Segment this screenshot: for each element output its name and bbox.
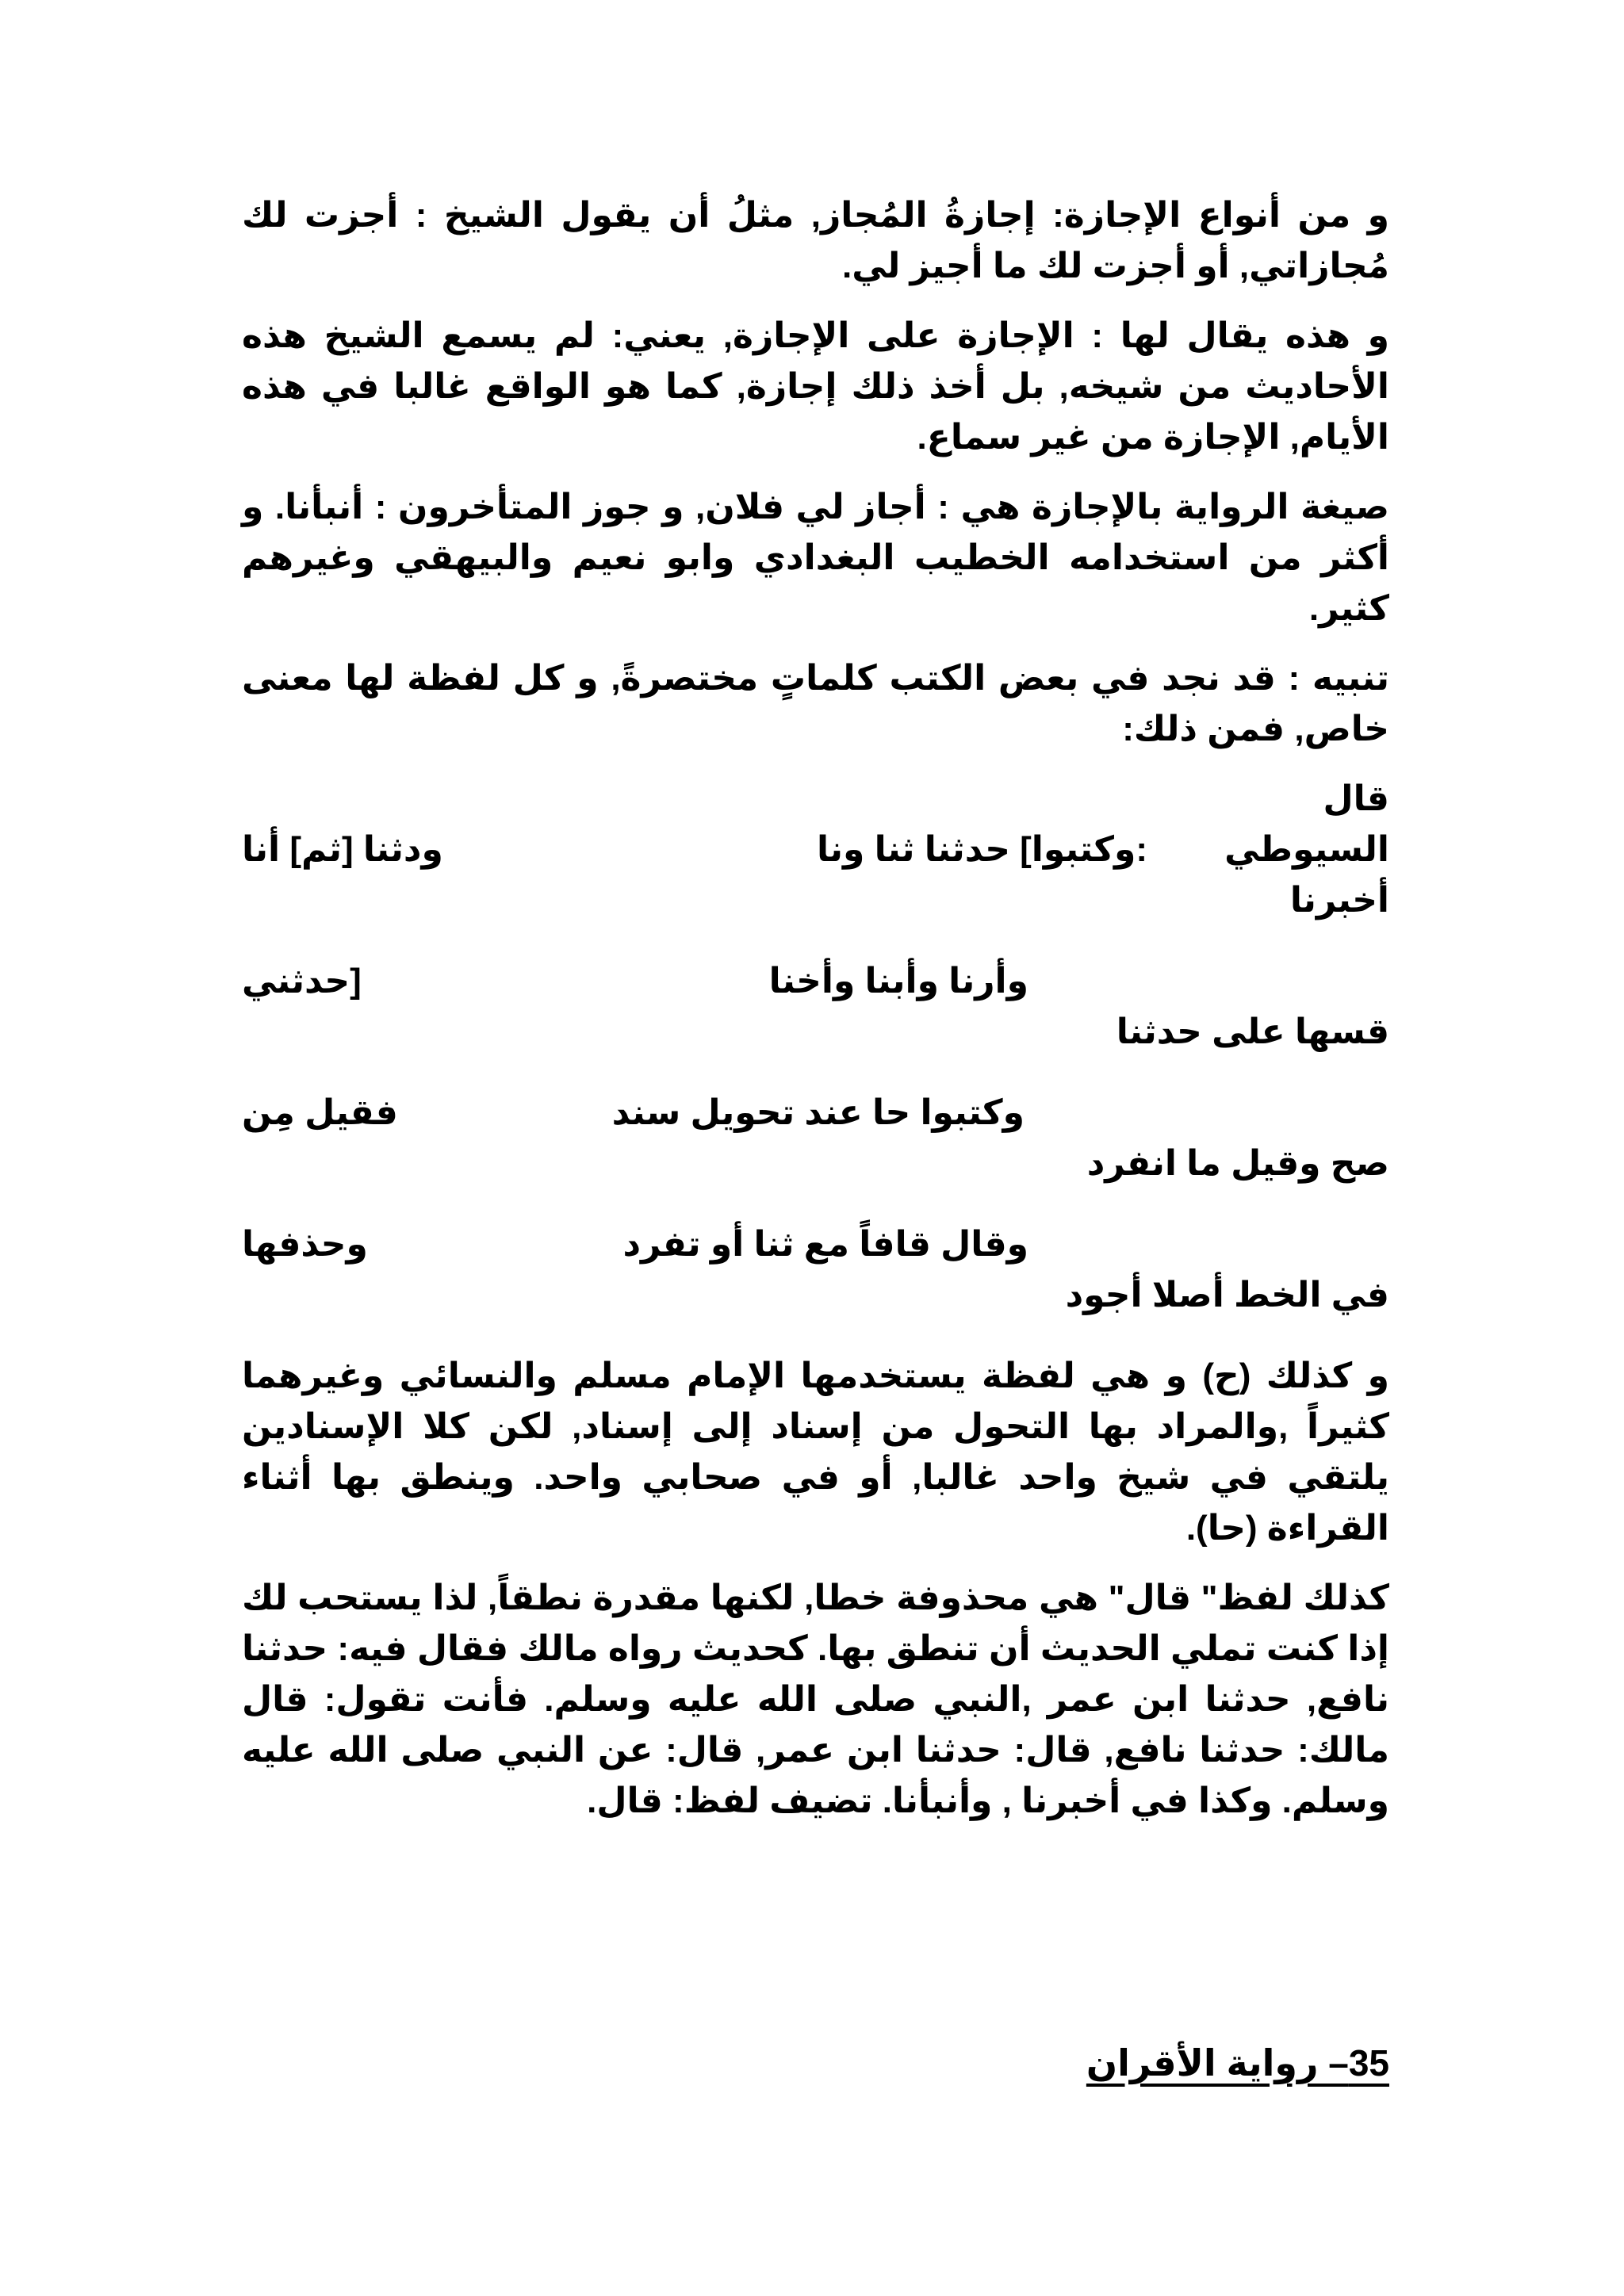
paragraph-riwaya-formula: صيغة الرواية بالإجازة هي : أجاز لي فلان, و جوز المتأخرون : أنبأنا. و أكثر من استخدامه الخطيب البغدادي وابو نعيم والبيهقي وغيرهم كثير.	[242, 488, 1389, 628]
verse-line-1-part-c: ودثنا [ثم] أنا	[242, 830, 443, 869]
document-body	[242, 190, 1389, 1846]
verse-line-3-continuation: صح وقيل ما انفرد	[1086, 1144, 1389, 1183]
paragraph-lafz-qala: كذلك لفظ" قال" هي محذوفة خطا, لكنها مقدرة نطقاً, لذا يستحب لك إذا كنت تملي الحديث أن تنطق بها. كحديث رواه مالك فقال فيه: حدثنا نافع, حدثنا ابن عمر ,النبي صلى الله عليه وسلم. فأنت تقول: قال مالك: حدثنا نافع, قال: حدثنا ابن عمر, قال: عن النبي صلى الله عليه وسلم. وكذا في أخبرنا , وأنبأنا. تضيف لفظ: قال.	[242, 1578, 1389, 1820]
section-heading: 35– رواية الأقران	[1086, 2042, 1389, 2084]
verse-line-4-part-a: وقال قافاً مع ثنا أو تفرد	[622, 1225, 1028, 1264]
verse-line-3	[242, 1088, 1389, 1138]
verse-line-1-continuation: أخبرنا	[1289, 881, 1389, 920]
verse-block	[242, 774, 1389, 1321]
verse-line-1-part-b: :وكتبوا] حدثنا ثنا ونا	[816, 830, 1147, 869]
verse-line-3-part-b: فقيل مِن	[242, 1093, 398, 1132]
verse-line-4	[242, 1219, 1389, 1270]
paragraph-ijazat-al-mujaz: و من أنواع الإجازة: إجازةُ المُجاز, مثلُ أن يقول الشيخ : أجزت لك مُجازاتي, أو أجزت لك ما أجيز لي.	[242, 196, 1389, 285]
verse-line-2-continuation: قسها على حدثنا	[1116, 1012, 1389, 1051]
paragraph-tanbih: تنبيه : قد نجد في بعض الكتب كلماتٍ مختصرةً, و كل لفظة لها معنى خاص, فمن ذلك:	[242, 659, 1389, 748]
verse-line-2-part-a: وأرنا وأبنا وأخنا	[768, 962, 1028, 1001]
verse-intro: قال	[1323, 779, 1389, 818]
paragraph-ijaza-ala-ijaza: و هذه يقال لها : الإجازة على الإجازة, يعني: لم يسمع الشيخ هذه الأحاديث من شيخه, بل أخذ ذلك إجازة, كما هو الواقع غالبا في هذه الأيام, الإجازة من غير سماع.	[242, 316, 1389, 457]
verse-line-3-part-a: وكتبوا حا عند تحويل سند	[611, 1093, 1025, 1132]
verse-line-4-part-b: وحذفها	[242, 1225, 368, 1264]
verse-line-1	[242, 825, 1389, 875]
verse-line-2	[242, 956, 1389, 1007]
paragraph-ha-tahwil: و كذلك (ح) و هي لفظة يستخدمها الإمام مسلم والنسائي وغيرهما كثيراً ,والمراد بها التحول من إسناد إلى إسناد, لكن كلا الإسنادين يلتقي في شيخ واحد غالبا, أو في صحابي واحد. وينطق بها أثناء القراءة (حا).	[242, 1357, 1389, 1548]
verse-line-2-part-b: [حدثني	[242, 962, 362, 1001]
verse-line-1-part-a: السيوطي	[1224, 830, 1389, 869]
verse-line-4-continuation: في الخط أصلا أجود	[1065, 1276, 1389, 1314]
